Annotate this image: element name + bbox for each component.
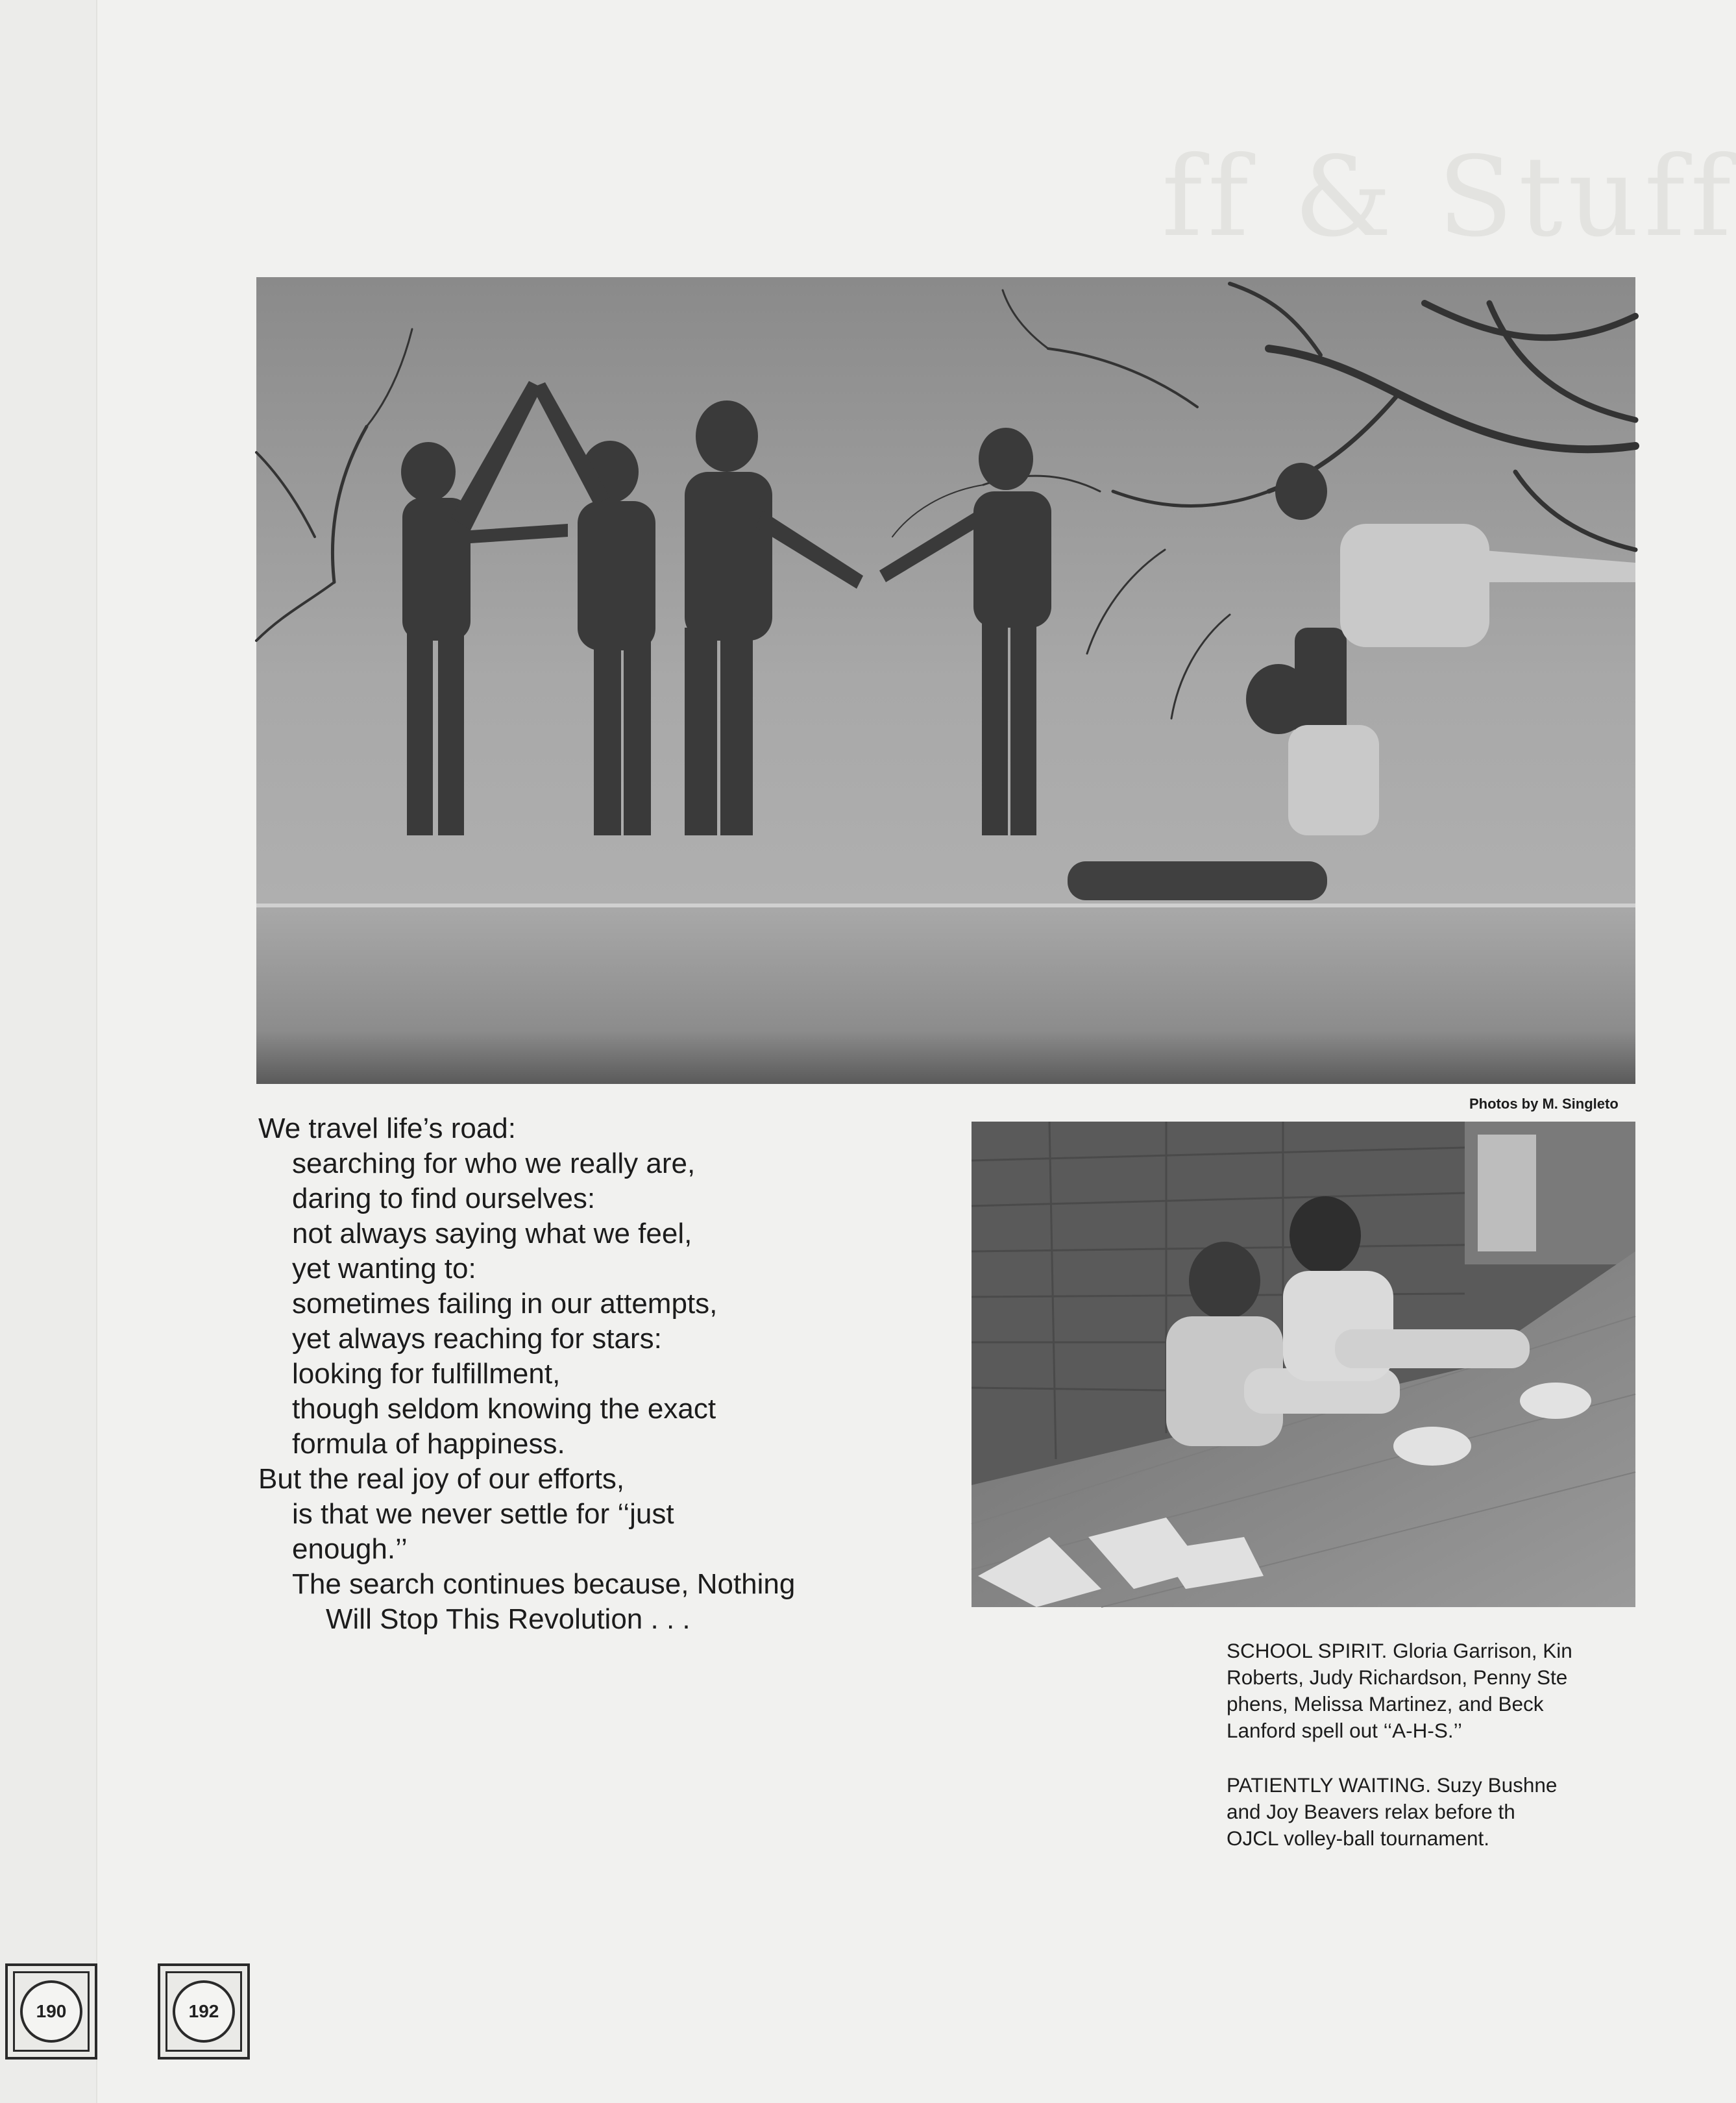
show-through-title: ff & Stuff <box>1162 133 1736 262</box>
caption-line: and Joy Beavers relax before th <box>1227 1800 1515 1823</box>
poem-line: enough.’’ <box>292 1533 408 1565</box>
poem <box>258 1111 946 1637</box>
poem-line: formula of happiness. <box>292 1428 565 1460</box>
caption-patiently-waiting <box>1227 1772 1642 1852</box>
poem-line: The search continues because, Nothing <box>292 1568 796 1600</box>
poem-line: But the real joy of our efforts, <box>258 1463 625 1495</box>
caption-line: phens, Melissa Martinez, and Beck <box>1227 1692 1544 1716</box>
poem-line: looking for fulfillment, <box>292 1358 561 1390</box>
poem-line: not always saying what we feel, <box>292 1218 692 1249</box>
page-tab-190[interactable] <box>5 1963 97 2060</box>
caption-line: PATIENTLY WAITING. Suzy Bushne <box>1227 1773 1558 1797</box>
poem-line: is that we never settle for ‘‘just <box>292 1498 674 1530</box>
caption-school-spirit <box>1227 1638 1642 1744</box>
poem-line: yet wanting to: <box>292 1253 476 1285</box>
caption-line: OJCL volley-ball tournament. <box>1227 1826 1490 1850</box>
gym-photo <box>972 1122 1635 1607</box>
caption-line: SCHOOL SPIRIT. Gloria Garrison, Kin <box>1227 1639 1572 1662</box>
caption-line: Roberts, Judy Richardson, Penny Ste <box>1227 1666 1568 1689</box>
poem-line: though seldom knowing the exact <box>292 1393 716 1425</box>
page-number: 192 <box>173 1980 235 2043</box>
poem-line: daring to find ourselves: <box>292 1183 596 1214</box>
page-tab-192[interactable] <box>158 1963 250 2060</box>
poem-line: yet always reaching for stars: <box>292 1323 662 1355</box>
poem-line: searching for who we really are, <box>292 1148 696 1179</box>
main-group-photo <box>256 277 1635 1084</box>
poem-line: We travel life’s road: <box>258 1113 516 1144</box>
poem-line: Will Stop This Revolution . . . <box>326 1603 691 1635</box>
page-number: 190 <box>20 1980 82 2043</box>
caption-line: Lanford spell out ‘‘A-H-S.’’ <box>1227 1719 1463 1742</box>
poem-line: sometimes failing in our attempts, <box>292 1288 718 1320</box>
left-page-margin <box>0 0 97 2103</box>
photo-credit: Photos by M. Singleto <box>1469 1096 1619 1112</box>
